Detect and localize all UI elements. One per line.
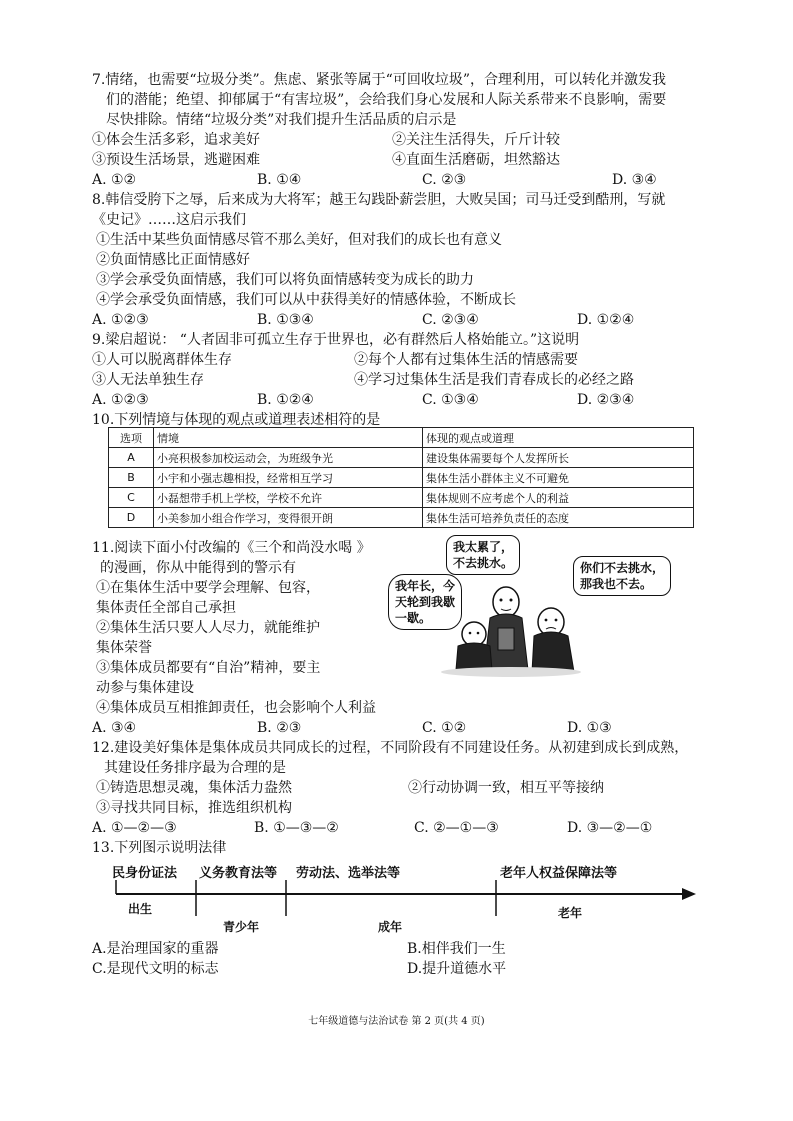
timeline-stage-elderly: 老年: [558, 906, 583, 920]
bubble-line: 天轮到我歇: [395, 595, 456, 609]
q7-statement-2: ②关注生活得失，斤斤计较: [392, 132, 560, 148]
timeline-law-id-card: 民身份证法: [112, 866, 178, 881]
q12-stem-line1: 12.建设美好集体是集体成员共同成长的过程，不同阶段有不同建设任务。从初建到成长到成熟，: [92, 740, 689, 756]
bubble-line: 你们不去挑水，: [580, 561, 665, 575]
table-cell: 集体生活小群体主义不可避免: [423, 468, 694, 488]
q8-option-c: C. ②③④: [422, 312, 479, 328]
q12-statement-1: ①铸造思想灵魂，集体活力盎然: [96, 780, 292, 796]
table-row: [109, 448, 694, 468]
q11-statement-3a: ③集体成员都要有“自治”精神，要主: [96, 660, 321, 676]
bubble-line: 我年长，今: [395, 579, 456, 593]
table-row: [109, 488, 694, 508]
q9-option-d: D. ②③④: [577, 392, 635, 408]
q9-statement-4: ④学习过集体生活是我们青春成长的必经之路: [354, 372, 634, 388]
q7-statement-4: ④直面生活磨砺，坦然豁达: [392, 152, 560, 168]
table-header-scenario: 情境: [154, 428, 423, 448]
q8-statement-3: ③学会承受负面情感，我们可以将负面情感转变为成长的助力: [96, 272, 474, 288]
q7-option-d: D. ③④: [612, 172, 657, 188]
q8-statement-2: ②负面情感比正面情感好: [96, 252, 250, 268]
timeline-stage-adult: 成年: [378, 920, 403, 934]
q13-option-c: C.是现代文明的标志: [92, 961, 219, 977]
q12-statement-3: ③寻找共同目标，推选组织机构: [96, 800, 292, 816]
q9-statement-2: ②每个人都有过集体生活的情感需要: [354, 352, 578, 368]
q13-stem: 13.下列图示说明法律: [92, 840, 227, 856]
timeline-law-elderly: 老年人权益保障法等: [500, 866, 618, 881]
q9-stem: 9.梁启超说： “人者固非可孤立生存于世界也，必有群然后人格始能立。”这说明: [92, 332, 580, 348]
table-cell: B: [109, 468, 154, 488]
q12-option-b: B. ①—③—②: [254, 820, 339, 836]
law-timeline-diagram: [110, 880, 700, 920]
q12-stem-line2: 其建设任务排序最为合理的是: [104, 760, 286, 776]
q8-stem-line2: 《史记》……这启示我们: [92, 212, 246, 228]
q11-option-c: C. ①②: [422, 720, 467, 736]
bubble-line: 一歇。: [395, 611, 432, 625]
monk-right-figure: [532, 608, 574, 672]
q10-stem: 10.下列情境与体现的观点或道理表述相符的是: [92, 412, 381, 428]
q7-stem-line2: 们的潜能；绝望、抑郁属于“有害垃圾”，会给我们身心发展和人际关系带来不良影响，需要: [106, 92, 667, 108]
q9-option-c: C. ①③④: [422, 392, 479, 408]
q11-statement-1a: ①在集体生活中要学会理解、包容，: [96, 580, 320, 596]
table-cell: 小亮积极参加校运动会，为班级争光: [154, 448, 423, 468]
bubble-line: 不去挑水。: [453, 556, 514, 570]
q7-stem-line1: 7.情绪，也需要“垃圾分类”。焦虑、紧张等属于“可回收垃圾”，合理利用，可以转化并激发我: [92, 72, 666, 88]
q8-option-a: A. ①②③: [92, 312, 149, 328]
q13-option-d: D.提升道德水平: [407, 961, 507, 977]
table-cell: 小宇和小强志趣相投，经常相互学习: [154, 468, 423, 488]
table-cell: 集体生活可培养负责任的态度: [423, 508, 694, 528]
table-row: [109, 468, 694, 488]
q7-stem-line3: 尽快排除。情绪“垃圾分类”对我们提升生活品质的启示是: [106, 112, 457, 128]
q10-table: [108, 427, 694, 528]
q11-option-a: A. ③④: [92, 720, 137, 736]
q7-option-a: A. ①②: [92, 172, 137, 188]
q9-option-b: B. ①②④: [257, 392, 314, 408]
q11-statement-2b: 集体荣誉: [96, 640, 152, 656]
q11-statement-3b: 动参与集体建设: [96, 680, 194, 696]
q11-stem-line1: 11.阅读下面小付改编的《三个和尚没水喝 》: [92, 540, 371, 556]
q8-stem-line1: 8.韩信受胯下之辱，后来成为大将军；越王勾践卧薪尝胆，大败吴国；司马迁受到酷刑，写就: [92, 192, 666, 208]
timeline-stage-birth: 出生: [128, 902, 153, 916]
q8-option-d: D. ①②④: [577, 312, 635, 328]
q9-option-a: A. ①②③: [92, 392, 149, 408]
q8-statement-4: ④学会承受负面情感，我们可以从中获得美好的情感体验，不断成长: [96, 292, 516, 308]
bubble-line: 我太累了，: [453, 540, 514, 554]
q12-option-c: C. ②—①—③: [414, 820, 499, 836]
table-cell: 小美参加小组合作学习，变得很开朗: [154, 508, 423, 528]
q11-statement-2a: ②集体生活只要人人尽力，就能维护: [96, 620, 320, 636]
q8-option-b: B. ①③④: [257, 312, 314, 328]
bubble-line: 那我也不去。: [580, 577, 653, 591]
q13-option-b: B.相伴我们一生: [407, 941, 506, 957]
table-cell: 集体规则不应考虑个人的利益: [423, 488, 694, 508]
table-header-viewpoint: 体现的观点或道理: [423, 428, 694, 448]
speech-bubble-tired: [446, 535, 520, 575]
table-cell: 小磊想带手机上学校，学校不允许: [154, 488, 423, 508]
q11-option-b: B. ②③: [257, 720, 302, 736]
table-cell: A: [109, 448, 154, 468]
q11-statement-4: ④集体成员互相推卸责任，也会影响个人利益: [96, 700, 376, 716]
page-footer: 七年级道德与法治试卷 第 2 页(共 4 页): [308, 1016, 485, 1027]
q12-statement-2: ②行动协调一致，相互平等接纳: [408, 780, 604, 796]
timeline-law-education: 义务教育法等: [199, 866, 278, 881]
table-header-option: 选项: [109, 428, 154, 448]
monk-left-figure: [456, 622, 492, 670]
table-row: [109, 508, 694, 528]
q8-statement-1: ①生活中某些负面情感尽管不那么美好，但对我们的成长也有意义: [96, 232, 502, 248]
q11-statement-1b: 集体责任全部自己承担: [96, 600, 236, 616]
table-cell: 建设集体需要每个人发挥所长: [423, 448, 694, 468]
timeline-arrow-icon: [682, 888, 696, 900]
table-cell: C: [109, 488, 154, 508]
q7-option-b: B. ①④: [257, 172, 302, 188]
table-cell: D: [109, 508, 154, 528]
q13-option-a: A.是治理国家的重器: [92, 941, 219, 957]
q9-statement-1: ①人可以脱离群体生存: [92, 352, 232, 368]
speech-bubble-not-going: [573, 556, 671, 596]
q12-option-d: D. ③—②—①: [567, 820, 653, 836]
speech-bubble-elder: [388, 574, 462, 630]
q7-option-c: C. ②③: [422, 172, 467, 188]
q11-option-d: D. ①③: [567, 720, 612, 736]
timeline-law-labor-election: 劳动法、选举法等: [296, 866, 401, 881]
q9-statement-3: ③人无法单独生存: [92, 372, 204, 388]
q7-statement-3: ③预设生活场景，逃避困难: [92, 152, 260, 168]
table-header-row: [109, 428, 694, 448]
q12-option-a: A. ①—②—③: [92, 820, 177, 836]
timeline-stage-youth: 青少年: [223, 920, 260, 934]
q7-statement-1: ①体会生活多彩，追求美好: [92, 132, 260, 148]
q11-stem-line2: 的漫画，你从中能得到的警示有: [100, 560, 296, 576]
